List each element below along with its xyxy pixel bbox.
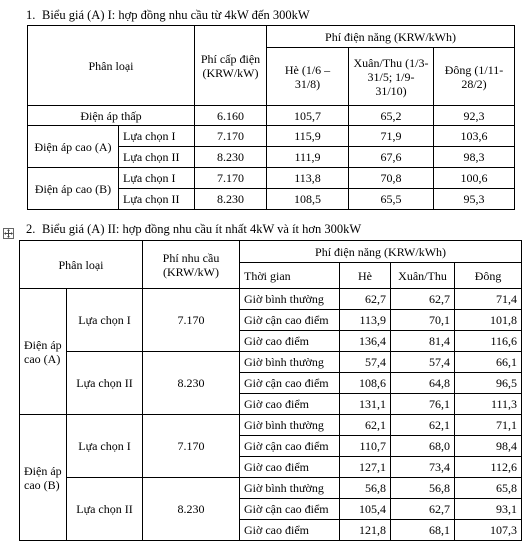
t2-cell-spring-autumn: 64,8 — [391, 373, 455, 394]
table-row — [28, 126, 515, 147]
table-row — [28, 106, 515, 126]
t2-cell-spring-autumn: 62,7 — [391, 289, 455, 310]
t2-group-label: Điện áp cao (A) — [20, 289, 67, 415]
table-row — [20, 289, 522, 310]
t2-cell-spring-autumn: 56,8 — [391, 478, 455, 499]
t1-cell-summer: 111,9 — [267, 147, 349, 168]
t2-cell-summer: 121,8 — [340, 520, 391, 541]
section2-title: Biểu giá (A) II: hợp đồng nhu cầu ít nhất 4kW và ít hơn 300kW — [42, 222, 362, 236]
t2-header-winter: Đông — [455, 263, 522, 289]
t2-cell-winter: 93,1 — [455, 499, 522, 520]
t1-cell-winter: 98,3 — [434, 147, 515, 168]
t2-cell-winter: 116,6 — [455, 331, 522, 352]
t1-header-category: Phân loại — [28, 26, 195, 106]
t2-cell-fee: 8.230 — [143, 352, 240, 415]
t2-cell-summer: 108,6 — [340, 373, 391, 394]
t2-cell-time: Giờ cao điểm — [240, 520, 340, 541]
t1-cell-winter: 103,6 — [434, 126, 515, 147]
t2-cell-summer: 113,9 — [340, 310, 391, 331]
tariff-table-1 — [27, 25, 515, 210]
t2-cell-time: Giờ cận cao điểm — [240, 310, 340, 331]
t2-cell-winter: 101,8 — [455, 310, 522, 331]
t2-cell-fee: 7.170 — [143, 415, 240, 478]
t2-option: Lựa chọn II — [67, 352, 143, 415]
t2-cell-summer: 136,4 — [340, 331, 391, 352]
t2-cell-winter: 98,4 — [455, 436, 522, 457]
t1-low-voltage-label: Điện áp thấp — [28, 106, 195, 126]
t2-cell-winter: 71,4 — [455, 289, 522, 310]
t2-cell-fee: 8.230 — [143, 478, 240, 541]
t2-cell-spring-autumn: 62,7 — [391, 499, 455, 520]
t1-cell-fee: 6.160 — [195, 106, 267, 126]
t2-cell-fee: 7.170 — [143, 289, 240, 352]
table-row — [28, 168, 515, 189]
t2-cell-spring-autumn: 68,1 — [391, 520, 455, 541]
t2-cell-spring-autumn: 70,1 — [391, 310, 455, 331]
t2-cell-spring-autumn: 68,0 — [391, 436, 455, 457]
t2-cell-time: Giờ cận cao điểm — [240, 373, 340, 394]
t1-cell-spring-autumn: 65,5 — [349, 189, 434, 210]
t2-cell-time: Giờ bình thường — [240, 352, 340, 373]
table-row — [20, 352, 522, 373]
t2-cell-winter: 65,8 — [455, 478, 522, 499]
t2-header-time: Thời gian — [240, 263, 340, 289]
t1-cell-fee: 8.230 — [195, 147, 267, 168]
t1-cell-spring-autumn: 70,8 — [349, 168, 434, 189]
section1-title: Biểu giá (A) I: hợp đồng nhu cầu từ 4kW đến 300kW — [42, 8, 310, 22]
t1-option: Lựa chọn II — [119, 189, 195, 210]
t2-cell-summer: 127,1 — [340, 457, 391, 478]
t2-cell-summer: 131,1 — [340, 394, 391, 415]
t2-option: Lựa chọn II — [67, 478, 143, 541]
table-row — [20, 478, 522, 499]
t2-cell-winter: 112,6 — [455, 457, 522, 478]
t1-cell-spring-autumn: 67,6 — [349, 147, 434, 168]
t2-cell-time: Giờ cao điểm — [240, 331, 340, 352]
t1-option: Lựa chọn II — [119, 147, 195, 168]
t2-cell-winter: 66,1 — [455, 352, 522, 373]
t2-cell-spring-autumn: 76,1 — [391, 394, 455, 415]
t1-cell-summer: 115,9 — [267, 126, 349, 147]
t2-cell-time: Giờ cao điểm — [240, 394, 340, 415]
t1-cell-summer: 105,7 — [267, 106, 349, 126]
t2-cell-spring-autumn: 81,4 — [391, 331, 455, 352]
t1-cell-fee: 8.230 — [195, 189, 267, 210]
t1-cell-fee: 7.170 — [195, 126, 267, 147]
section2-number: 2. — [26, 222, 36, 236]
t1-header-winter: Đông (1/11-28/2) — [434, 48, 515, 106]
t2-cell-winter: 71,1 — [455, 415, 522, 436]
t1-cell-winter: 92,3 — [434, 106, 515, 126]
t2-cell-time: Giờ bình thường — [240, 415, 340, 436]
t2-header-demand-fee: Phí nhu cầu (KRW/kW) — [143, 241, 240, 289]
move-arrows-icon[interactable] — [3, 228, 14, 239]
table-row — [20, 415, 522, 436]
t1-header-spring-autumn: Xuân/Thu (1/3-31/5; 1/9-31/10) — [349, 48, 434, 106]
t1-cell-summer: 113,8 — [267, 168, 349, 189]
t1-cell-spring-autumn: 65,2 — [349, 106, 434, 126]
t1-cell-fee: 7.170 — [195, 168, 267, 189]
t2-cell-time: Giờ cao điểm — [240, 457, 340, 478]
t2-cell-spring-autumn: 73,4 — [391, 457, 455, 478]
t2-cell-time: Giờ cận cao điểm — [240, 499, 340, 520]
t2-cell-summer: 62,7 — [340, 289, 391, 310]
t2-cell-time: Giờ bình thường — [240, 478, 340, 499]
t2-cell-winter: 107,3 — [455, 520, 522, 541]
t2-cell-time: Giờ bình thường — [240, 289, 340, 310]
tariff-table-2 — [19, 240, 522, 541]
t2-header-spring-autumn: Xuân/Thu — [391, 263, 455, 289]
t1-group-label: Điện áp cao (B) — [28, 168, 119, 210]
t2-cell-summer: 62,1 — [340, 415, 391, 436]
t1-cell-winter: 95,3 — [434, 189, 515, 210]
t2-cell-summer: 56,8 — [340, 478, 391, 499]
t2-cell-spring-autumn: 57,4 — [391, 352, 455, 373]
t1-option: Lựa chọn I — [119, 168, 195, 189]
t2-cell-summer: 57,4 — [340, 352, 391, 373]
t1-cell-summer: 108,5 — [267, 189, 349, 210]
t2-cell-time: Giờ cận cao điểm — [240, 436, 340, 457]
t2-option: Lựa chọn I — [67, 415, 143, 478]
t2-header-energy-fee: Phí điện năng (KRW/kWh) — [240, 241, 522, 263]
t1-group-label: Điện áp cao (A) — [28, 126, 119, 168]
t2-cell-summer: 110,7 — [340, 436, 391, 457]
t2-cell-spring-autumn: 62,1 — [391, 415, 455, 436]
t2-cell-summer: 105,4 — [340, 499, 391, 520]
t1-header-supply-fee: Phí cấp điện (KRW/kW) — [195, 26, 267, 106]
t1-header-summer: Hè (1/6 – 31/8) — [267, 48, 349, 106]
t1-header-energy-fee: Phí điện năng (KRW/kWh) — [267, 26, 515, 48]
section1-heading — [26, 8, 310, 23]
t2-cell-winter: 96,5 — [455, 373, 522, 394]
section2-heading — [26, 222, 361, 237]
t2-header-summer: Hè — [340, 263, 391, 289]
t2-group-label: Điện áp cao (B) — [20, 415, 67, 541]
t2-cell-winter: 111,3 — [455, 394, 522, 415]
t1-cell-winter: 100,6 — [434, 168, 515, 189]
section1-number: 1. — [26, 8, 36, 22]
t2-header-category: Phân loại — [20, 241, 143, 289]
t2-option: Lựa chọn I — [67, 289, 143, 352]
t1-option: Lựa chọn I — [119, 126, 195, 147]
t1-cell-spring-autumn: 71,9 — [349, 126, 434, 147]
